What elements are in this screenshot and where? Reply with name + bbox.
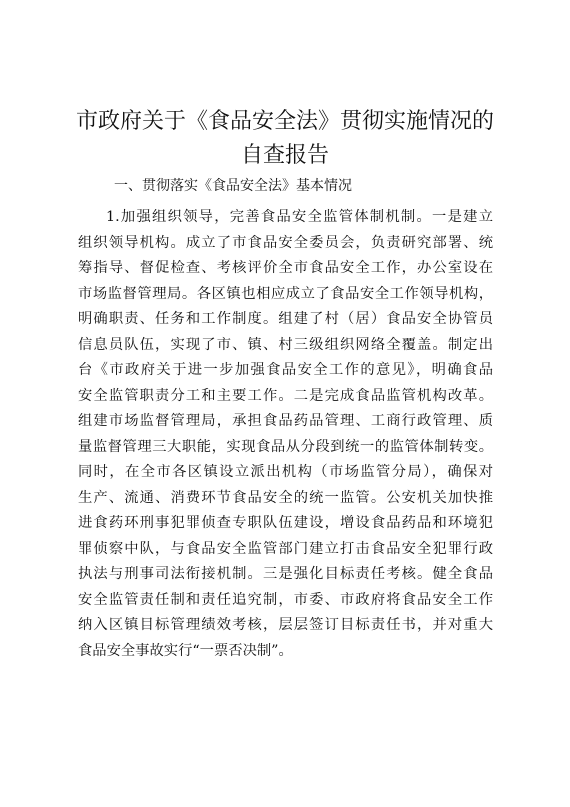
paragraph-line: 组建市场监督管理局，承担食品药品管理、工商行政管理、质 — [78, 413, 493, 429]
paragraph-line: 市场监督管理局。各区镇也相应成立了食品安全工作领导机构， — [78, 285, 493, 302]
paragraph-line: 明确职责、任务和工作制度。组建了村（居）食品安全协管员 — [78, 311, 493, 327]
paragraph-line: 罪侦察中队，与食品安全监管部门建立打击食品安全犯罪行政 — [78, 540, 493, 557]
paragraph-line: 执法与刑事司法衔接机制。三是强化目标责任考核。健全食品 — [78, 566, 493, 582]
document-title-line-1: 市政府关于《食品安全法》贯彻实施情况的 — [75, 109, 494, 134]
paragraph-line: 食品安全事故实行“一票否决制”。 — [78, 642, 293, 659]
paragraph-line: 同时，在全市各区镇设立派出机构（市场监管分局），确保对 — [78, 464, 493, 480]
body-paragraph — [78, 205, 493, 664]
paragraph-line: 1.加强组织领导，完善食品安全监管体制机制。一是建立 — [106, 209, 493, 225]
paragraph-line: 信息员队伍，实现了市、镇、村三级组织网络全覆盖。制定出 — [78, 336, 493, 353]
paragraph-line: 安全监管职责分工和主要工作。二是完成食品监管机构改革。 — [78, 387, 493, 404]
paragraph-line: 进食药环刑事犯罪侦查专职队伍建设，增设食品药品和环境犯 — [78, 515, 493, 531]
paragraph-line: 台《市政府关于进一步加强食品安全工作的意见》，明确食品 — [78, 362, 493, 378]
section-heading: 一、贯彻落实《食品安全法》基本情况 — [114, 178, 352, 194]
paragraph-line: 纳入区镇目标管理绩效考核，层层签订目标责任书，并对重大 — [78, 617, 493, 633]
document-title-line-2: 自查报告 — [240, 143, 329, 168]
paragraph-line: 生产、流通、消费环节食品安全的统一监管。公安机关加快推 — [78, 489, 493, 506]
paragraph-line: 安全监管责任制和责任追究制，市委、市政府将食品安全工作 — [78, 591, 493, 608]
paragraph-line: 量监督管理三大职能，实现食品从分段到统一的监管体制转变。 — [78, 438, 493, 455]
paragraph-line: 组织领导机构。成立了市食品安全委员会，负责研究部署、统 — [78, 234, 493, 251]
paragraph-line: 筹指导、督促检查、考核评价全市食品安全工作，办公室设在 — [78, 260, 493, 276]
